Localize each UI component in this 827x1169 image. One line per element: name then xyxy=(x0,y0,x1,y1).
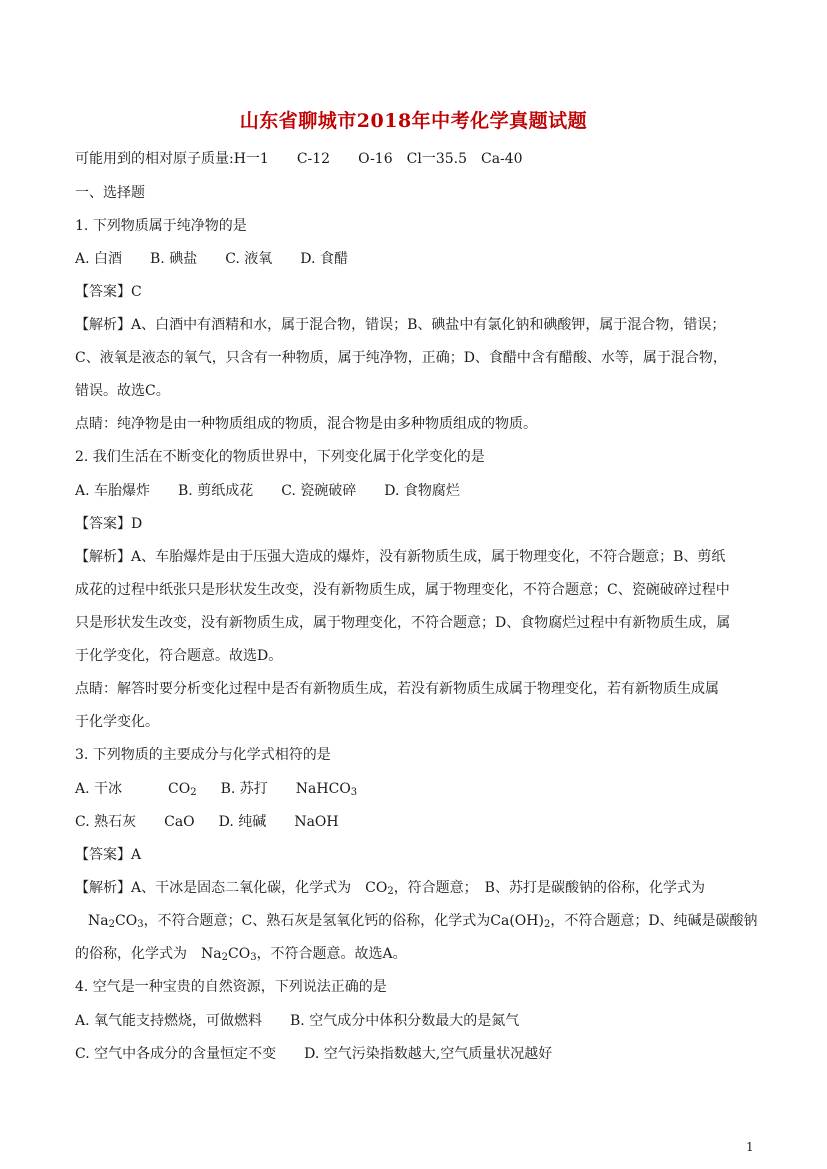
question-4-options: A. 氧气能支持燃烧，可做燃料 B. 空气成分中体积分数最大的是氮气 xyxy=(75,1013,520,1029)
question-2-stem: 2. 我们生活在不断变化的物质世界中，下列变化属于化学变化的是 xyxy=(75,449,485,465)
question-2-analysis: 只是形状发生改变，没有新物质生成，属于物理变化，不符合题意；D、食物腐烂过程中有新物质生成，属 xyxy=(75,615,731,631)
subscript: 2 xyxy=(387,886,394,897)
option-a-formula: CO xyxy=(168,781,191,797)
analysis-text: ，不符合题意；D、纯碱是碳酸钠 xyxy=(550,913,758,929)
question-4-options: C. 空气中各成分的含量恒定不变 D. 空气污染指数越大,空气质量状况越好 xyxy=(75,1046,553,1062)
question-3-analysis xyxy=(75,944,407,964)
analysis-text: CO xyxy=(114,913,138,929)
question-2-answer: 【答案】D xyxy=(75,516,143,532)
question-3-analysis xyxy=(88,911,758,931)
page-number: 1 xyxy=(746,1140,754,1154)
section-heading: 一、选择题 xyxy=(75,185,145,201)
question-2-tip: 点睛：解答时要分析变化过程中是否有新物质生成，若没有新物质生成属于物理变化，若有新物质生成属 xyxy=(75,681,719,697)
option-a: A. 干冰 xyxy=(75,781,123,797)
analysis-text: 的俗称，化学式为 Na xyxy=(75,946,222,962)
atomic-masses: 可能用到的相对原子质量:H一1 C-12 O-16 Cl一35.5 Ca-40 xyxy=(75,151,523,167)
subscript: 3 xyxy=(250,952,257,963)
question-1-tip: 点睛：纯净物是由一种物质组成的物质，混合物是由多种物质组成的物质。 xyxy=(75,416,537,432)
question-1-analysis: 【解析】A、白酒中有酒精和水，属于混合物，错误；B、碘盐中有氯化钠和碘酸钾，属于混合物，错误； xyxy=(75,317,726,333)
option-c: C. 熟石灰 xyxy=(75,814,137,830)
analysis-text: ，符合题意； B、苏打是碳酸钠的俗称，化学式为 xyxy=(393,880,705,896)
analysis-text: 【解析】A、干冰是固态二氧化碳，化学式为 CO xyxy=(75,880,388,896)
question-1-stem: 1. 下列物质属于纯净物的是 xyxy=(75,218,247,234)
option-d: D. 纯碱 xyxy=(218,814,267,830)
analysis-text: ，不符合题意；C、熟石灰是氢氧化钙的俗称，化学式为Ca(OH) xyxy=(143,913,544,929)
question-3-answer: 【答案】A xyxy=(75,847,142,863)
question-1-options: A. 白酒 B. 碘盐 C. 液氧 D. 食醋 xyxy=(75,251,348,267)
page-title: 山东省聊城市2018年中考化学真题试题 xyxy=(239,110,588,132)
analysis-text: ，不符合题意。故选A。 xyxy=(256,946,407,962)
question-2-analysis: 【解析】A、车胎爆炸是由于压强大造成的爆炸，没有新物质生成，属于物理变化，不符合题意；B、剪纸 xyxy=(75,549,726,565)
option-b: B. 苏打 xyxy=(220,781,268,797)
option-b-formula: NaHCO xyxy=(295,781,351,797)
question-3-analysis xyxy=(75,878,705,898)
question-2-analysis: 成花的过程中纸张只是形状发生改变，没有新物质生成，属于物理变化，不符合题意；C、瓷碗破碎过程中 xyxy=(75,582,730,598)
option-d-formula: NaOH xyxy=(294,814,339,830)
question-3-options-cd xyxy=(75,812,339,832)
question-2-options: A. 车胎爆炸 B. 剪纸成花 C. 瓷碗破碎 D. 食物腐烂 xyxy=(75,483,460,499)
question-1-analysis: C、液氧是液态的氧气，只含有一种物质，属于纯净物，正确；D、食醋中含有醋酸、水等，属于混合物， xyxy=(75,350,727,366)
subscript: 2 xyxy=(543,919,551,930)
option-c-formula: CaO xyxy=(164,814,195,830)
question-3-stem: 3. 下列物质的主要成分与化学式相符的是 xyxy=(75,747,331,763)
question-4-stem: 4. 空气是一种宝贵的自然资源，下列说法正确的是 xyxy=(75,979,387,995)
option-b-subscript: 3 xyxy=(350,787,358,798)
analysis-text: CO xyxy=(227,946,251,962)
subscript: 3 xyxy=(137,919,144,930)
question-2-tip: 于化学变化。 xyxy=(75,714,159,730)
question-1-answer: 【答案】C xyxy=(75,284,142,300)
option-a-subscript: 2 xyxy=(190,787,197,798)
analysis-text: Na xyxy=(88,913,109,929)
question-2-analysis: 于化学变化，符合题意。故选D。 xyxy=(75,648,283,664)
subscript: 2 xyxy=(108,919,115,930)
question-3-options-ab xyxy=(75,779,357,799)
subscript: 2 xyxy=(221,952,228,963)
question-1-analysis: 错误。故选C。 xyxy=(75,383,170,399)
